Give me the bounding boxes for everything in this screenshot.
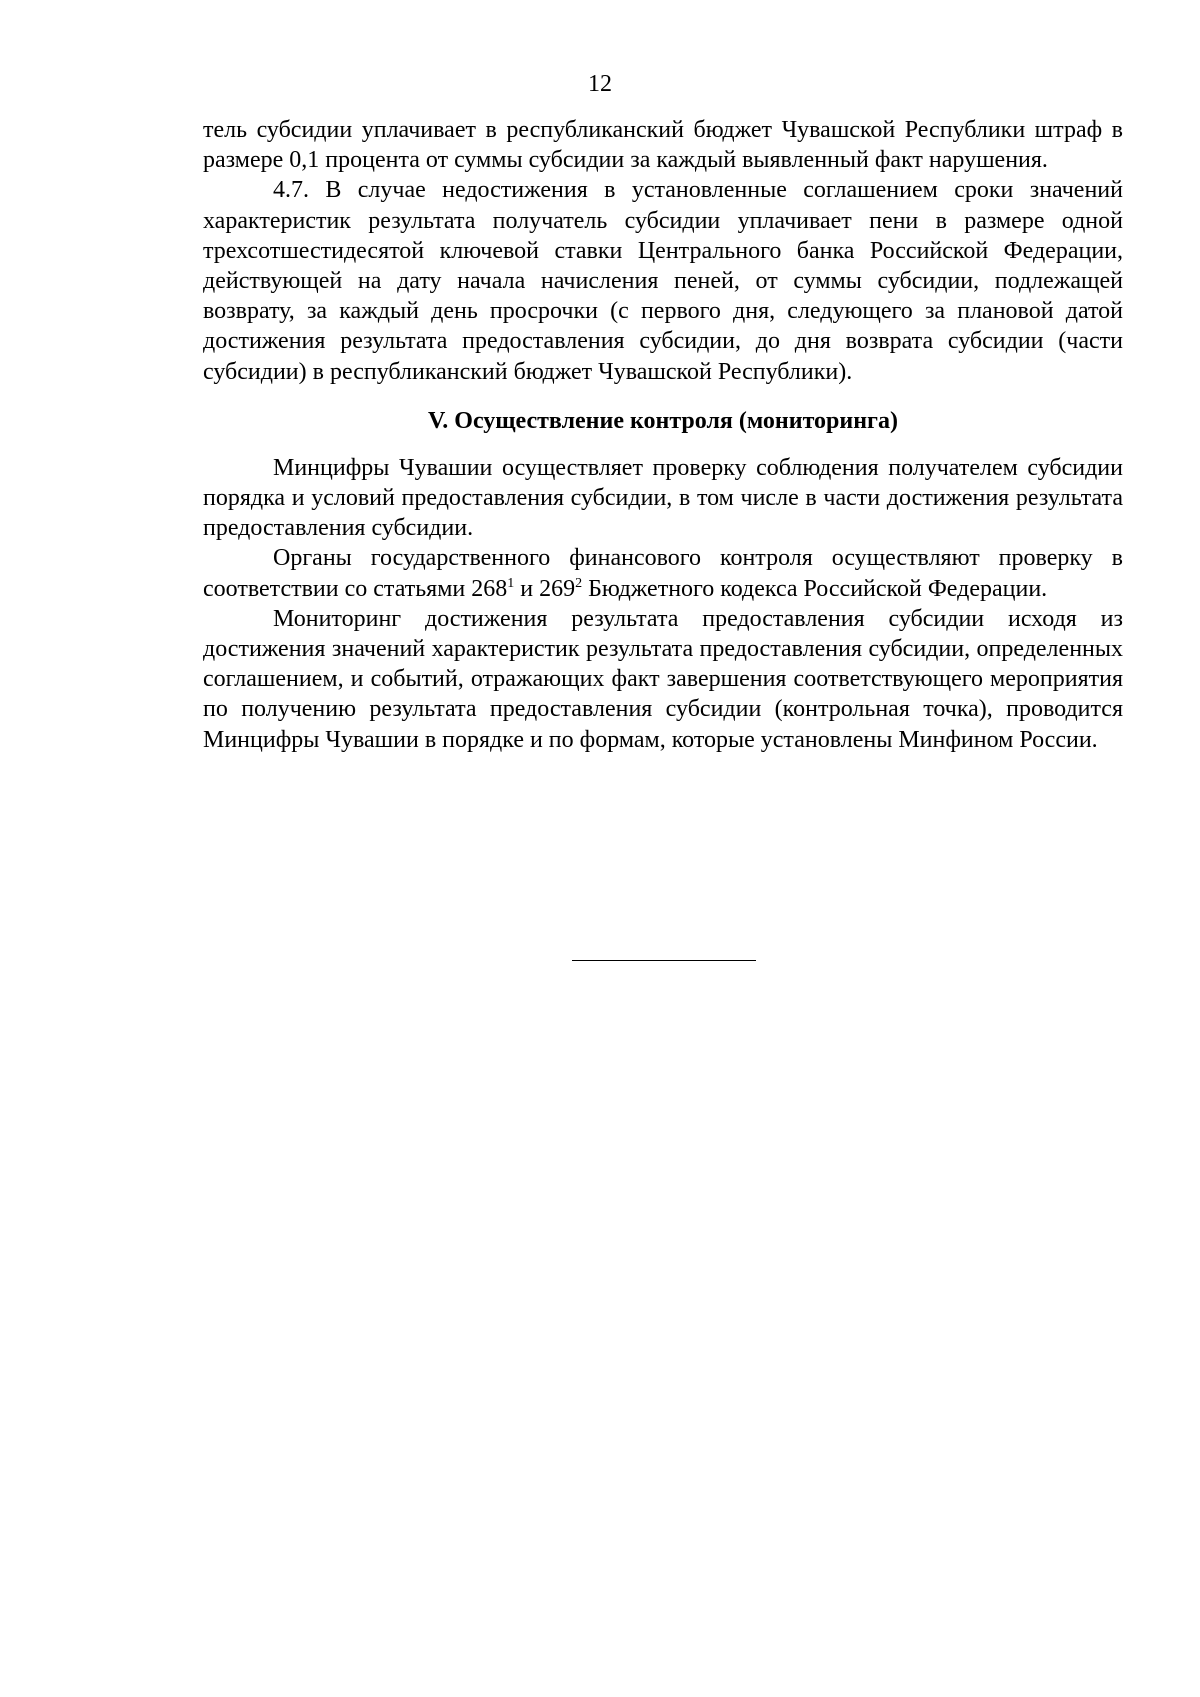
paragraph-continuation: тель субсидии уплачивает в республиканский бюджет Чувашской Республики штраф в размере 0,1 процента от суммы субсидии за каждый выявленный факт нарушения. xyxy=(203,117,1123,174)
paragraph-financial-control-text-3: Бюджетного кодекса Российской Федерации. xyxy=(582,575,1048,602)
paragraph-financial-control-text-1: Органы государственного финансового контроля осуществляют проверку в соответствии со статьями 268 xyxy=(203,545,1123,602)
paragraph-financial-control xyxy=(203,543,1123,603)
end-divider xyxy=(572,960,756,961)
superscript-1: 1 xyxy=(507,575,515,591)
section-heading: V. Осуществление контроля (мониторинга) xyxy=(428,407,898,434)
superscript-2: 2 xyxy=(575,575,583,591)
paragraph-financial-control-text-2: и 269 xyxy=(514,575,576,602)
paragraph-4-7: 4.7. В случае недостижения в установленные соглашением сроки значений характеристик результата получатель субсидии уплачивает пени в размере одной трехсотшестидесятой ключевой ставки Центрального банка Российской Федерации, действующей на дату начала начисления пеней, от суммы субсидии, подлежащей возврату, за каждый день просрочки (с первого дня, следующего за плановой датой достижения результата предоставления субсидии, до дня возврата субсидии (части субсидии) в республиканский бюджет Чувашской Республики). xyxy=(203,177,1123,385)
paragraph-monitoring: Мониторинг достижения результата предоставления субсидии исходя из достижения значений характеристик результата предоставления субсидии, определенных соглашением, и событий, отражающих факт завершения соответствующего мероприятия по получению результата предоставления субсидии (контрольная точка), проводится Минцифры Чувашии в порядке и по формам, которые установлены Минфином России. xyxy=(203,605,1123,753)
paragraph-verification: Минцифры Чувашии осуществляет проверку соблюдения получателем субсидии порядка и условий предоставления субсидии, в том числе в части достижения результата предоставления субсидии. xyxy=(203,454,1123,542)
page-number: 12 xyxy=(588,71,612,97)
document-body xyxy=(203,115,1123,755)
